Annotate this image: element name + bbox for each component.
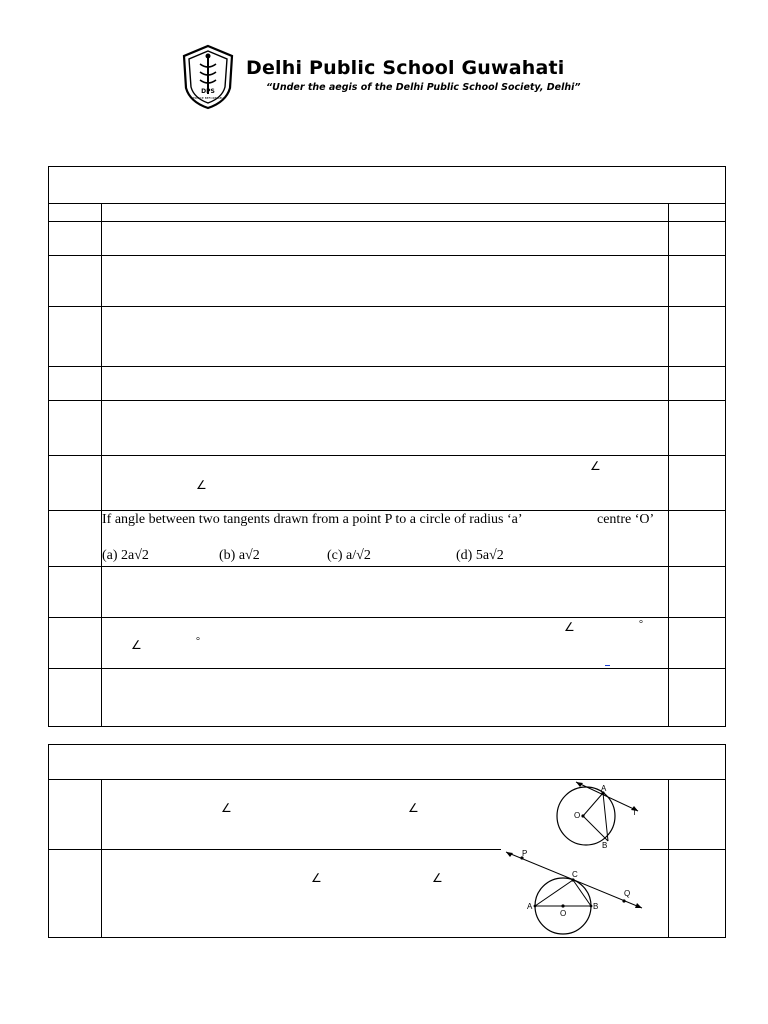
- figure-label-o: O: [574, 811, 581, 820]
- figure-label-o: O: [560, 909, 567, 918]
- angle-symbol: ∠: [408, 801, 419, 815]
- table-border-bottom: [48, 937, 726, 938]
- question-7-option-c: (c) a/√2: [327, 548, 371, 563]
- column-divider: [668, 203, 669, 726]
- column-divider: [668, 779, 669, 937]
- angle-symbol: ∠: [221, 801, 232, 815]
- row-divider: [48, 203, 726, 204]
- figure-label-b: B: [593, 902, 599, 911]
- table-border-top: [48, 744, 726, 745]
- figure-label-a: A: [527, 902, 533, 911]
- school-subtitle: “Under the aegis of the Delhi Public School Society, Delhi”: [266, 82, 581, 93]
- column-divider: [101, 779, 102, 937]
- row-divider: [48, 510, 726, 511]
- degree-symbol: °: [196, 636, 200, 647]
- row-divider: [48, 400, 726, 401]
- table-border-bottom: [48, 726, 726, 727]
- row-divider: [48, 221, 726, 222]
- question-7-centre-text: centre ‘O’: [597, 512, 655, 527]
- row-divider: [48, 455, 726, 456]
- logo-text: DPS: [201, 88, 215, 95]
- figure-label-q: Q: [624, 889, 631, 898]
- figure-label-b: B: [602, 841, 608, 850]
- logo-motto: SERVICE BEFORE SELF: [191, 96, 225, 100]
- angle-symbol: ∠: [131, 638, 142, 652]
- angle-symbol: ∠: [432, 871, 443, 885]
- question-7-option-a: (a) 2a√2: [102, 548, 149, 563]
- question-7-text: If angle between two tangents drawn from a point P to a circle of radius ‘a’: [102, 512, 523, 527]
- table-border-right: [725, 166, 726, 727]
- tangent-line-circle-figure: [502, 846, 648, 936]
- figure-label-p: P: [522, 849, 528, 858]
- table-border-left: [48, 166, 49, 727]
- row-divider: [48, 849, 501, 850]
- figure-label-t: T: [632, 808, 637, 817]
- row-divider: [48, 255, 726, 256]
- row-divider: [48, 617, 726, 618]
- figure-label-c: C: [572, 870, 578, 879]
- question-7-option-d: (d) 5a√2: [456, 548, 504, 563]
- tangent-circle-figure: [548, 778, 644, 850]
- row-divider: [48, 668, 726, 669]
- underline-mark: [605, 665, 610, 666]
- school-name: Delhi Public School Guwahati: [246, 57, 565, 79]
- school-logo: [178, 44, 238, 110]
- angle-symbol: ∠: [590, 459, 601, 473]
- row-divider: [48, 566, 726, 567]
- degree-symbol: °: [639, 619, 643, 630]
- question-7-option-b: (b) a√2: [219, 548, 260, 563]
- table-border-right: [725, 744, 726, 938]
- figure-label-a: A: [601, 784, 607, 793]
- table-border-top: [48, 166, 726, 167]
- column-divider: [101, 203, 102, 726]
- table-border-left: [48, 744, 49, 938]
- row-divider: [640, 849, 726, 850]
- row-divider: [48, 306, 726, 307]
- angle-symbol: ∠: [196, 478, 207, 492]
- row-divider: [48, 366, 726, 367]
- angle-symbol: ∠: [311, 871, 322, 885]
- angle-symbol: ∠: [564, 620, 575, 634]
